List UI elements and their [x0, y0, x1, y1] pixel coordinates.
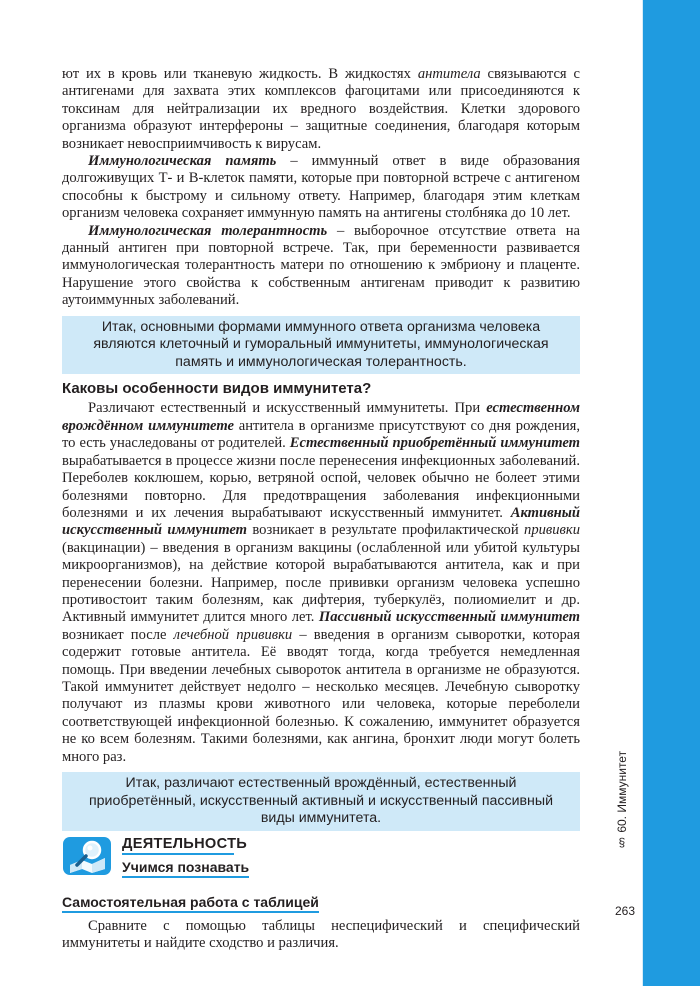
term-therapeutic-vaccination: лечебной прививки — [173, 626, 293, 643]
term-natural-acquired: Естественный приобретённый иммунитет — [289, 435, 580, 452]
map-magnifier-icon — [62, 835, 112, 877]
task-text: Сравните с помощью таблицы неспецифический и специфический иммунитеты и найдите сходство и различия. — [62, 917, 580, 952]
term-immune-memory: Иммунологическая память — [88, 153, 277, 170]
page-content — [62, 66, 580, 953]
term-active-artificial: Активный искусственный иммунитет — [62, 504, 580, 539]
text-run: (вакцинации) – введения в организм вакцины (ослабленной или убитой культуры микроорганизмов), на действие которой вырабатываются антитела, как и при перенесении болезни. Например, после прививки организм человека успешно противостоит таким болезням, как дифтерия, туберкулёз, полиомиелит и др. Активный иммунитет длится много лет. — [62, 539, 580, 626]
text-run: антитела в организме присутствуют со дня рождения, то есть унаследованы от родителей. — [62, 417, 580, 452]
text-run: – введения в организм сыворотки, которая содержит готовые антитела. Её вводят тогда, когда требуется немедленная помощь. При введении лечебных сывороток антитела в организме не образуются. Такой иммунитет действует недолго – несколько месяцев. Лечебную сыворотку получают из плазмы крови животного или человека, которые переболели соответствующей инфекционной болезнью. К сожалению, иммунитет образуется не ко всем болезням. Такими болезнями, как ангина, бронхит люди могут болеть много раз. — [62, 626, 580, 765]
activity-title: ДЕЯТЕЛЬНОСТЬ — [122, 836, 234, 855]
section-heading: Каковы особенности видов иммунитета? — [62, 380, 372, 398]
term-immune-tolerance: Иммунологическая толерантность — [88, 222, 328, 239]
term-passive-artificial: Пассивный искусственный иммунитет — [318, 609, 580, 626]
term-vaccination: прививки — [524, 522, 580, 539]
paragraph-antibodies — [62, 66, 580, 153]
text-run: – иммунный ответ в виде образования долгоживущих Т- и В-клеток памяти, которые при повторной встрече с антигеном способны к быстрому и сильному ответу. Например, благодаря этим клеткам организм человека сохраняет иммунную память на антигены столбняка до 10 лет. — [62, 153, 580, 222]
text-run: возникает после — [62, 626, 174, 643]
page-number: 263 — [614, 904, 636, 918]
task-heading: Самостоятельная работа с таблицей — [62, 893, 319, 913]
text-run: возникает в результате профилактической — [247, 522, 525, 539]
term-antibodies: антитела — [417, 66, 481, 82]
paragraph-immune-tolerance — [62, 223, 580, 310]
text-run: вырабатывается в процессе жизни после перенесения инфекционных заболеваний. Переболев коклюшем, корью, ветряной оспой, человек обычно не болеет этими болезнями повторно. Для предотвращения заболевания инфекционными болезнями и их лечения вырабатывают искусственный иммунитет. — [62, 452, 580, 521]
paragraph-immunity-types — [62, 400, 580, 766]
summary-box-forms: Итак, основными формами иммунного ответа организма человека являются клеточный и гуморальный иммунитеты, иммунологическая память и иммунологическая толерантность. — [62, 316, 580, 375]
section-label: § 60. Иммунитет — [615, 750, 629, 850]
text-run: – выборочное отсутствие ответа на данный антиген при повторной встрече. Так, при беременности развивается иммунологическая толерантность матери по отношению к эмбриону и плаценте. Нарушение этого свойства к собственным антигенам приводит к развитию аутоиммунных заболеваний. — [62, 222, 580, 309]
activity-block — [62, 835, 580, 893]
term-natural-innate: естественном врождённом иммунитете — [62, 400, 580, 434]
text-run: ют их в кровь или тканевую жидкость. В жидкостях — [62, 66, 418, 82]
text-run: связываются с антигенами для захвата этих комплексов фагоцитами или присоединяются к токсинам для нейтрализации их вредного воздействия. Клетки здорового организма образуют интерфероны – защитные соединения, благодаря которым возникает невосприимчивость к вирусам. — [62, 66, 580, 152]
paragraph-immune-memory — [62, 153, 580, 223]
text-run: Различают естественный и искусственный иммунитеты. При — [88, 400, 487, 417]
summary-box-types: Итак, различают естественный врождённый, естественный приобретённый, искусственный активный и искусственный пассивный виды иммунитета. — [62, 772, 580, 831]
activity-subtitle: Учимся познавать — [122, 859, 249, 878]
